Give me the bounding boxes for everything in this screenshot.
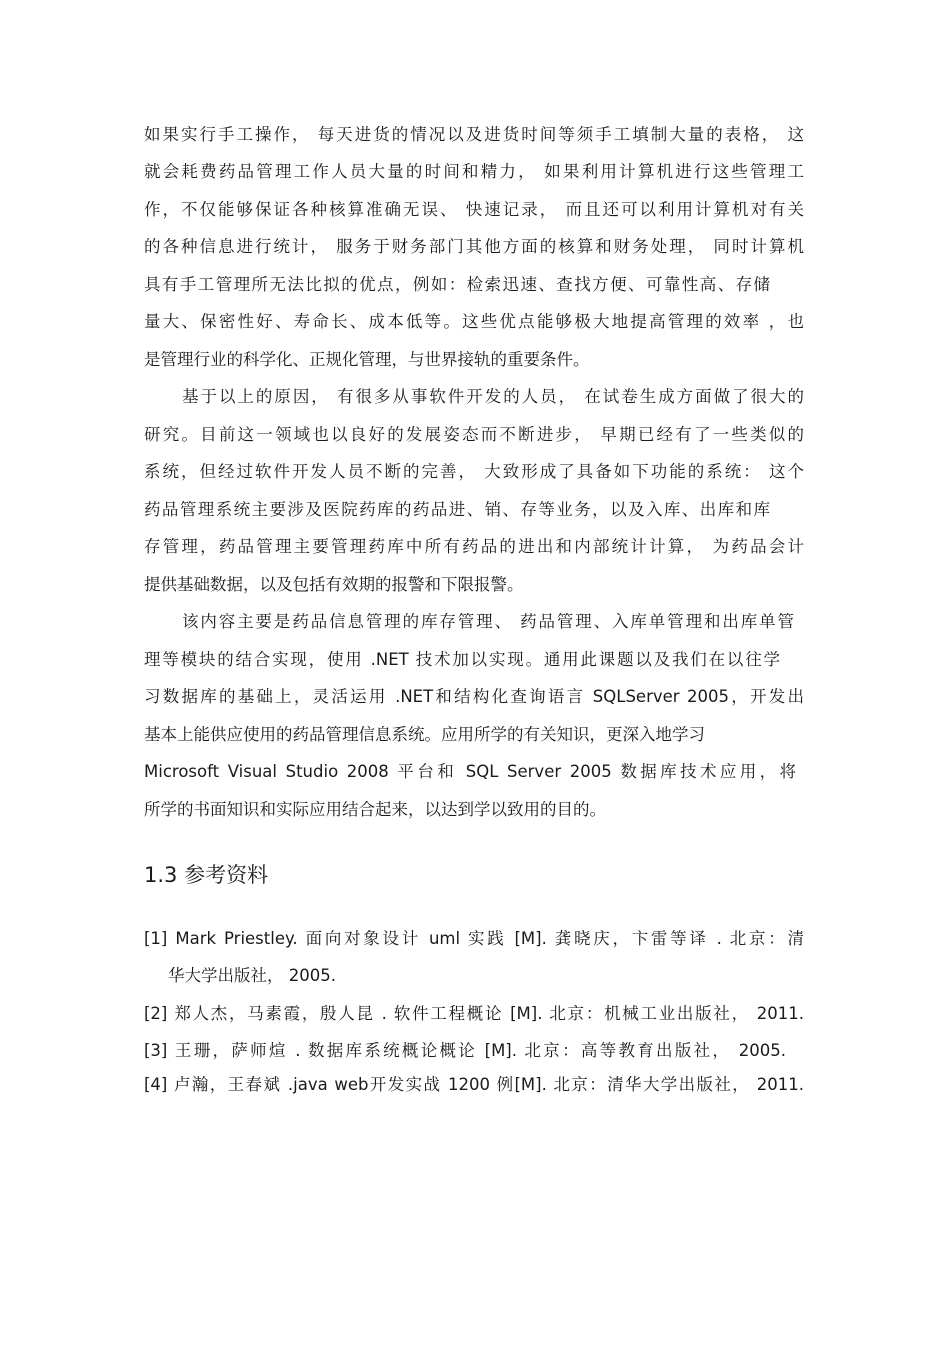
reference-4: [4] 卢瀚，王春斌 .java web开发实战 1200 例[M]. 北京：清华大学出版社， 2011. xyxy=(144,1075,804,1094)
section-heading: 1.3 参考资料 xyxy=(144,863,269,887)
paragraph-3-line-4: 基本上能供应使用的药品管理信息系统。应用所学的有关知识，更深入地学习 xyxy=(144,725,705,744)
paragraph-2-line-1: 基于以上的原因， 有很多从事软件开发的人员， 在试卷生成方面做了很大的 xyxy=(182,387,804,406)
reference-1-line-2: 华大学出版社， 2005. xyxy=(168,966,336,985)
paragraph-3-line-6: 所学的书面知识和实际应用结合起来，以达到学以致用的目的。 xyxy=(144,800,606,819)
paragraph-3-line-2: 理等模块的结合实现，使用 .NET 技术加以实现。通用此课题以及我们在以往学 xyxy=(144,650,780,669)
paragraph-1-line-3: 作，不仅能够保证各种核算准确无误、 快速记录， 而且还可以利用计算机对有关 xyxy=(144,200,804,219)
reference-1-line-1: [1] Mark Priestley. 面向对象设计 uml 实践 [M]. 龚晓庆，卞雷等译 . 北京：清 xyxy=(144,929,804,948)
reference-2: [2] 郑人杰，马素霞，殷人昆 . 软件工程概论 [M]. 北京：机械工业出版社， 2011. xyxy=(144,1004,804,1023)
paragraph-2-line-4: 药品管理系统主要涉及医院药库的药品进、销、存等业务，以及入库、出库和库 xyxy=(144,500,770,519)
paragraph-1-line-5: 具有手工管理所无法比拟的优点，例如：检索迅速、查找方便、可靠性高、存储 xyxy=(144,275,770,294)
paragraph-3-line-3: 习数据库的基础上，灵活运用 .NET和结构化查询语言 SQLServer 2005，开发出 xyxy=(144,687,804,706)
paragraph-2-line-6: 提供基础数据，以及包括有效期的报警和下限报警。 xyxy=(144,575,524,594)
paragraph-2-line-5: 存管理，药品管理主要管理药库中所有药品的进出和内部统计计算， 为药品会计 xyxy=(144,537,804,556)
paragraph-1-line-7: 是管理行业的科学化、正规化管理，与世界接轨的重要条件。 xyxy=(144,350,590,369)
paragraph-2-line-2: 研究。目前这一领域也以良好的发展姿态而不断进步， 早期已经有了一些类似的 xyxy=(144,425,804,444)
paragraph-1-line-1: 如果实行手工操作， 每天进货的情况以及进货时间等须手工填制大量的表格， 这 xyxy=(144,125,804,144)
paragraph-3-line-5: Microsoft Visual Studio 2008 平台和 SQL Server 2005 数据库技术应用，将 xyxy=(144,762,796,781)
reference-3: [3] 王珊，萨师煊 . 数据库系统概论概论 [M]. 北京：高等教育出版社， 2005. xyxy=(144,1041,786,1060)
paragraph-1-line-2: 就会耗费药品管理工作人员大量的时间和精力， 如果利用计算机进行这些管理工 xyxy=(144,162,804,181)
paragraph-1-line-6: 量大、保密性好、寿命长、成本低等。这些优点能够极大地提高管理的效率 ，也 xyxy=(144,312,804,331)
paragraph-1-line-4: 的各种信息进行统计， 服务于财务部门其他方面的核算和财务处理， 同时计算机 xyxy=(144,237,804,256)
paragraph-3-line-1: 该内容主要是药品信息管理的库存管理、 药品管理、入库单管理和出库单管 xyxy=(182,612,794,631)
paragraph-2-line-3: 系统，但经过软件开发人员不断的完善， 大致形成了具备如下功能的系统： 这个 xyxy=(144,462,804,481)
